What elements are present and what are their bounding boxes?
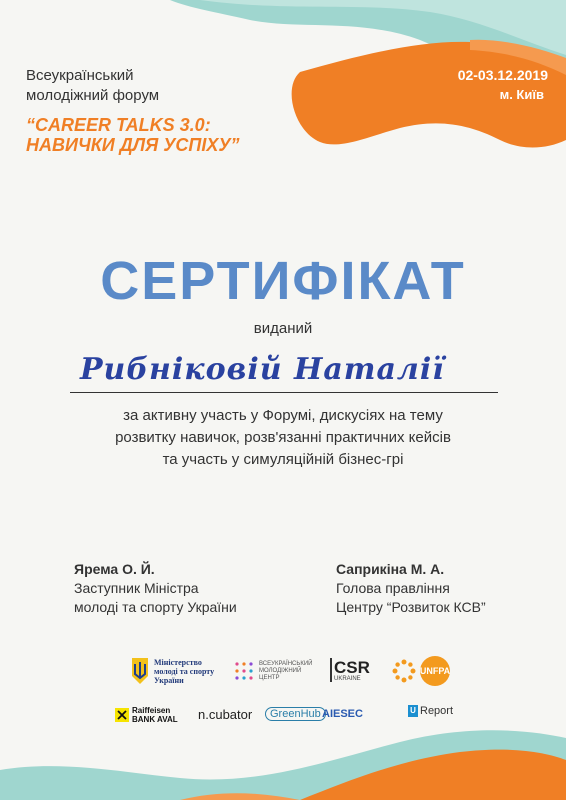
signatory-2-organization: Центру “Розвиток КСВ” <box>336 599 486 615</box>
ureport-logo <box>408 705 453 717</box>
ncubator-logo: n.cubator <box>198 707 253 722</box>
signatory-1-organization: молоді та спорту України <box>74 599 237 615</box>
event-date: 02-03.12.2019 <box>457 67 548 83</box>
trident-icon <box>130 656 150 686</box>
ureport-icon: U <box>408 705 418 717</box>
forum-title-line1: “CAREER TALKS 3.0: <box>26 115 211 135</box>
body-text-line1: за активну участь у Форумі, дискусіях на тему <box>123 407 443 424</box>
unfpa-logo <box>392 656 450 686</box>
greenhub-logo: GreenHub <box>265 707 326 721</box>
ureport-text: Report <box>420 705 454 717</box>
recipient-underline <box>70 392 498 393</box>
signatory-1-name: Ярема О. Й. <box>74 561 155 577</box>
youth-center-line2: МОЛОДІЖНИЙ <box>259 667 302 674</box>
raiffeisen-logo <box>115 706 178 724</box>
csr-logo-text: CSR <box>334 657 370 677</box>
csr-ukraine-logo <box>330 658 370 682</box>
raiffeisen-icon <box>115 708 129 722</box>
signatory-2-position: Голова правління <box>336 580 450 596</box>
ministry-logo-line1: Міністерство <box>154 657 202 667</box>
aiesec-logo: AIESEC <box>322 708 363 720</box>
forum-title-line2: НАВИЧКИ ДЛЯ УСПІХУ” <box>26 135 240 155</box>
body-text-line3: та участь у симуляційній бізнес-грі <box>162 451 404 468</box>
forum-subtitle-line2: молодіжний форум <box>26 87 160 104</box>
youth-center-logo <box>233 660 312 682</box>
dots-pattern-icon <box>233 660 255 682</box>
body-text-line2: розвитку навичок, розв'язанні практичних кейсів <box>115 429 451 446</box>
forum-subtitle-line1: Всеукраїнський <box>26 67 134 84</box>
csr-bar <box>330 658 332 682</box>
youth-center-line1: ВСЕУКРАЇНСЬКИЙ <box>259 660 313 667</box>
signatory-2-name: Саприкіна М. А. <box>336 561 445 577</box>
raiffeisen-line1: Raiffeisen <box>132 706 171 715</box>
ministry-logo-line3: України <box>154 675 184 685</box>
unfpa-badge: UNFPA <box>420 656 450 686</box>
csr-logo-subtext: UKRAINE <box>334 675 361 682</box>
certificate-title: СЕРТИФІКАТ <box>100 251 466 311</box>
recipient-name: Рибніковій Наталії <box>80 352 445 387</box>
event-city: м. Київ <box>499 87 544 102</box>
ministry-logo-line2: молоді та спорту <box>154 666 215 676</box>
youth-center-line3: ЦЕНТР <box>259 674 280 681</box>
people-circle-icon <box>392 659 416 683</box>
signatory-1-position: Заступник Міністра <box>74 580 199 596</box>
raiffeisen-line2: BANK AVAL <box>132 715 178 724</box>
ministry-logo <box>130 656 214 686</box>
issued-label: виданий <box>253 320 313 337</box>
